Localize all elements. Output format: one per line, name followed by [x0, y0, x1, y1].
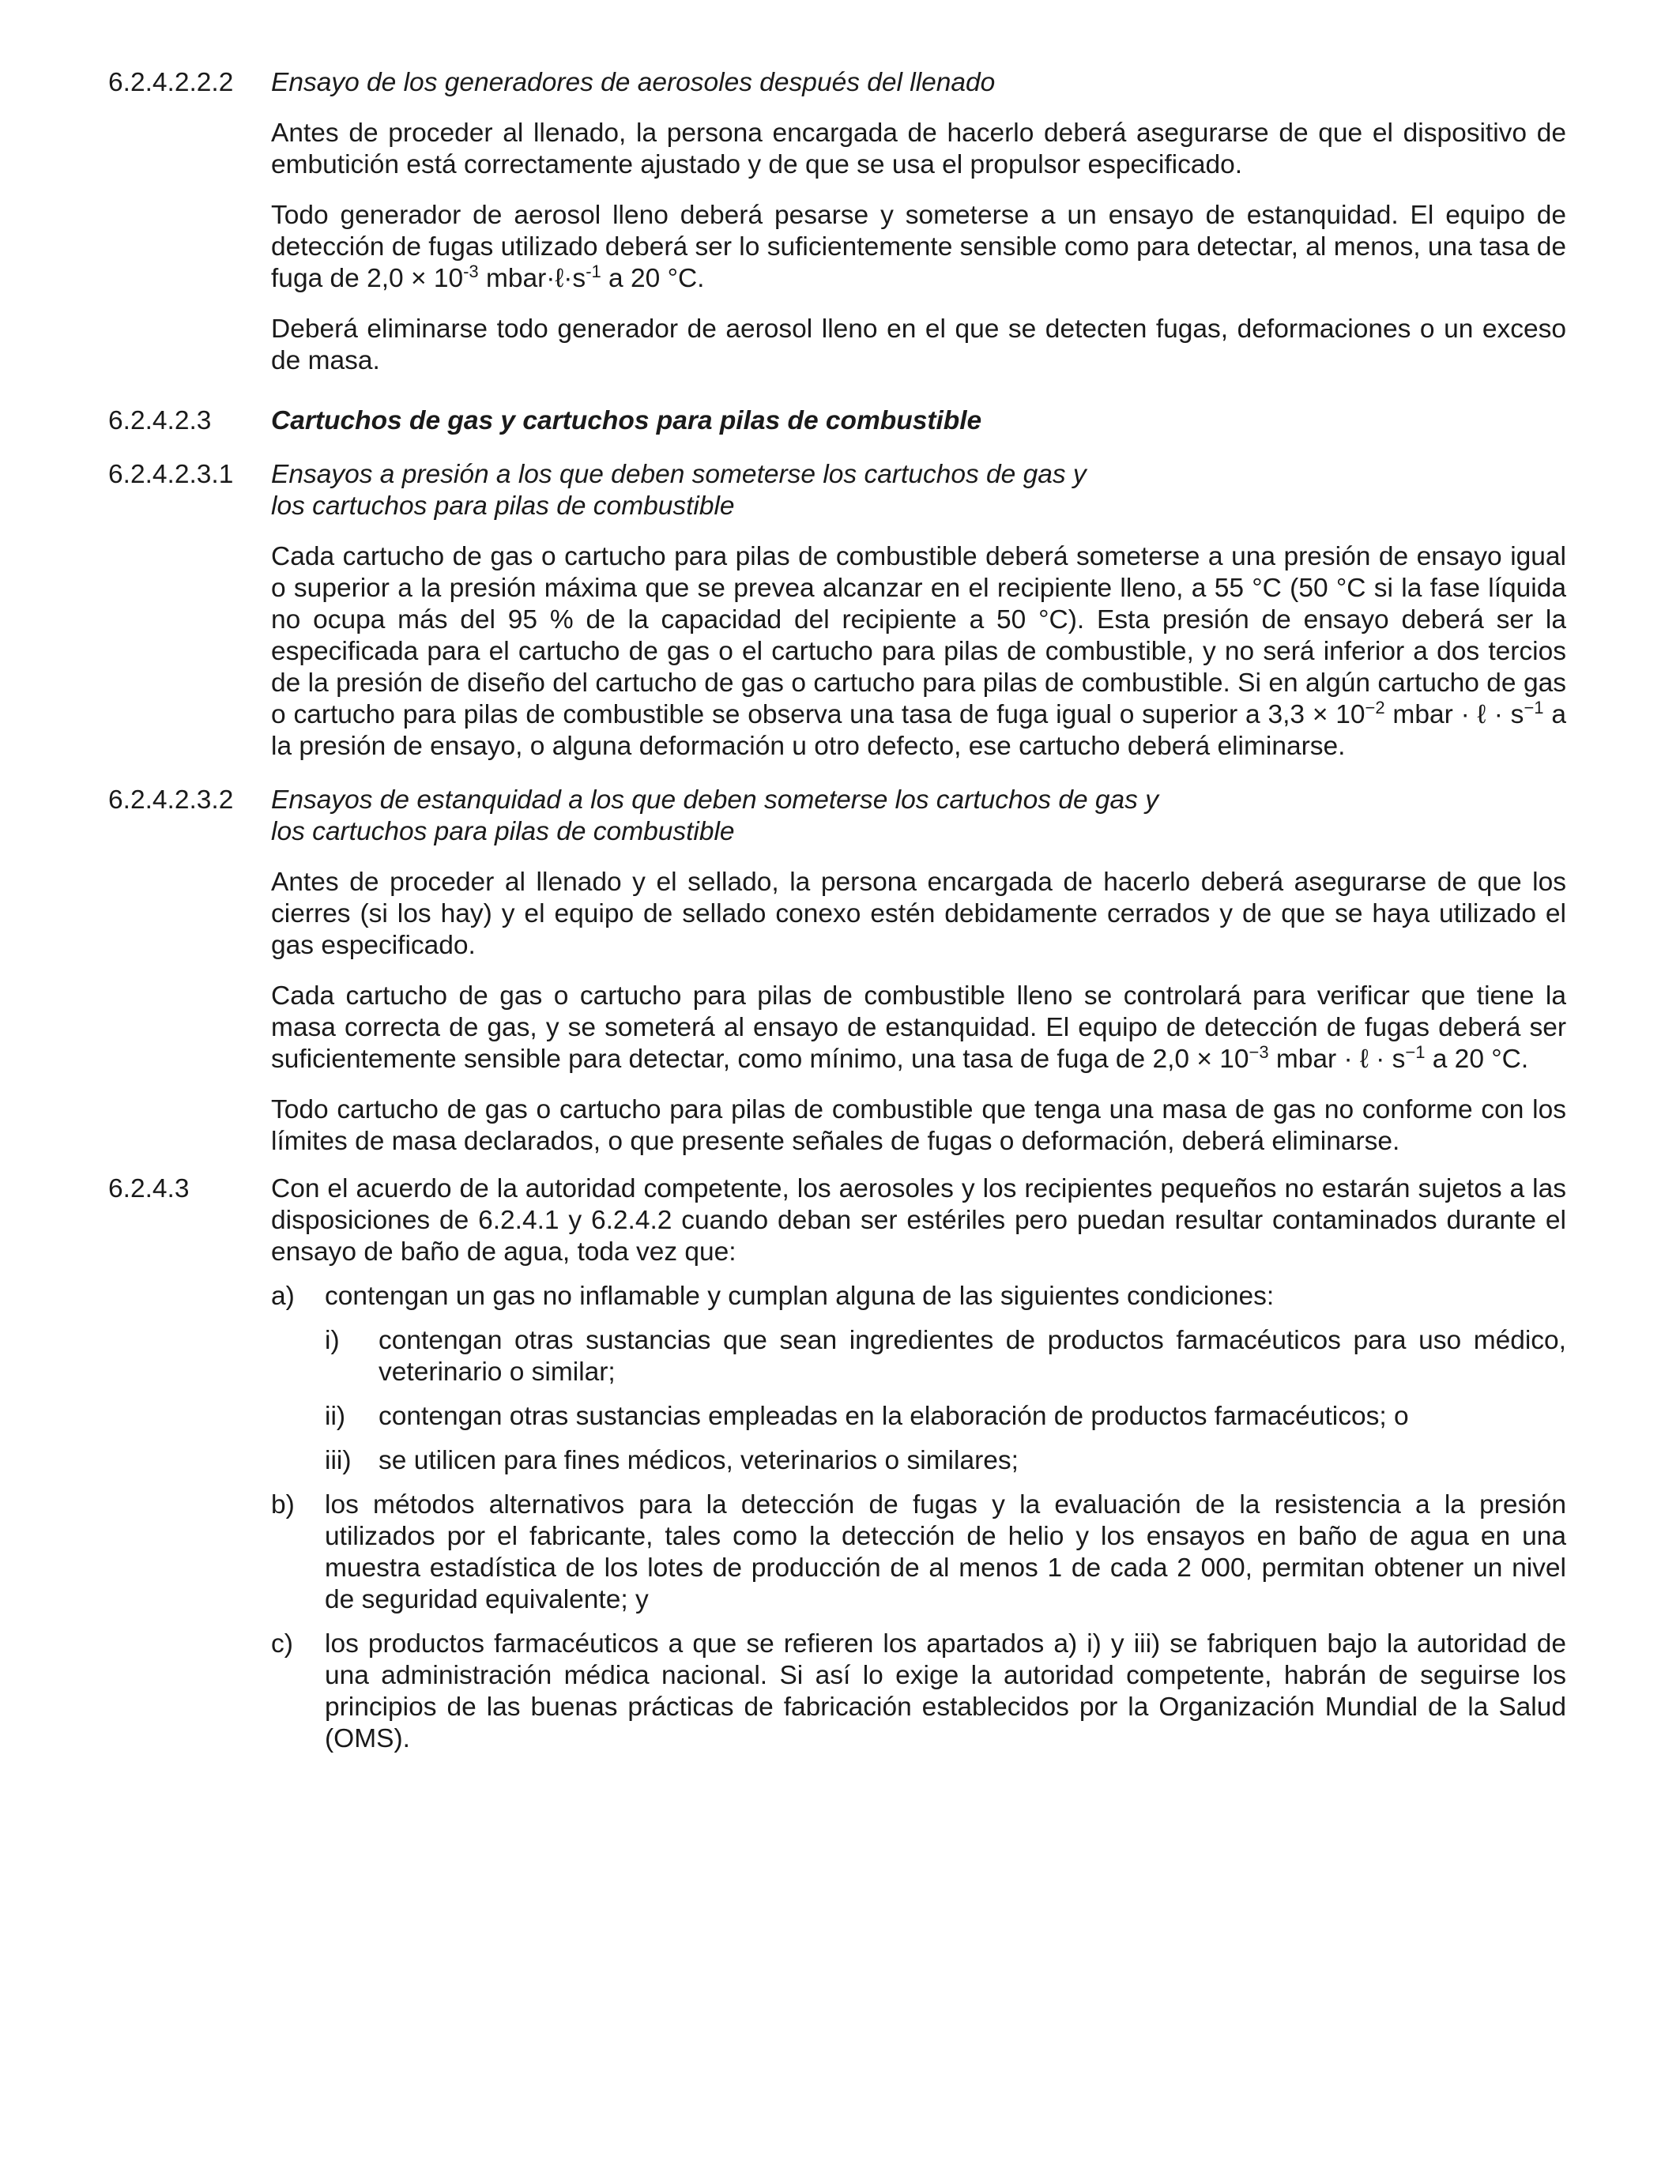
- section-title: Ensayo de los generadores de aerosoles después del llenado: [271, 68, 996, 97]
- section-title-line: los cartuchos para pilas de combustible: [271, 491, 735, 521]
- paragraph: Cada cartucho de gas o cartucho para pilas de combustible deberá someterse a una presión de ensayo igual o superior a la presión máxima que se prevea alcanzar en el recipiente lleno, a 55 °C (50 °C si la fase líquida no ocupa más del 95 % de la capacidad del recipiente a 50 °C). Esta presión de ensayo deberá ser la especificada para el cartucho de gas o el cartucho para pilas de combustible, y no será inferior a dos tercios de la presión de diseño del cartucho de gas o cartucho para pilas de combustible. Si en algún cartucho de gas o cartucho para pilas de combustible se observa una tasa de fuga igual o superior a $3,3 \times 10^{-2}$ mbar · ℓ · $s^{-1}$ a la presión de ensayo, o alguna deformación u otro defecto, ese cartucho deberá eliminarse.: [271, 542, 1566, 761]
- paragraph: Cada cartucho de gas o cartucho para pilas de combustible lleno se controlará para verificar que tiene la masa correcta de gas, y se someterá al ensayo de estanquidad. El equipo de detección de fugas deberá ser suficientemente sensible para detectar, como mínimo, una tasa de fuga de $2,0 \times 10^{-3}$ mbar · ℓ · $s^{-1}$ a 20 °C.: [271, 981, 1566, 1074]
- list-label: ii): [325, 1402, 346, 1431]
- section-title-line: Ensayos de estanquidad a los que deben someterse los cartuchos de gas y: [271, 785, 1158, 815]
- list-item-a: [271, 1281, 1566, 1312]
- paragraph: Antes de proceder al llenado, la persona encargada de hacerlo deberá asegurarse de que el dispositivo de embutición está correctamente ajustado y de que se usa el propulsor especificado.: [271, 119, 1566, 179]
- list-text: los productos farmacéuticos a que se refieren los apartados a) i) y iii) se fabriquen bajo la autoridad de una administración médica nacional. Si así lo exige la autoridad competente, habrán de seguirse los principios de las buenas prácticas de fabricación establecidos por la Organización Mundial de la Salud (OMS).: [325, 1629, 1566, 1753]
- section-6-2-4-2-2-2: [108, 67, 1566, 377]
- section-6-2-4-3: [108, 1173, 1566, 1755]
- list-label: i): [325, 1326, 340, 1355]
- list-item-i: [271, 1325, 1566, 1388]
- paragraph: Con el acuerdo de la autoridad competente, los aerosoles y los recipientes pequeños no estarán sujetos a las disposiciones de 6.2.4.1 y 6.2.4.2 cuando deban ser estériles pero puedan resultar contaminados durante el ensayo de baño de agua, toda vez que:: [271, 1174, 1566, 1267]
- section-title: Cartuchos de gas y cartuchos para pilas de combustible: [271, 406, 982, 435]
- section-title-line: los cartuchos para pilas de combustible: [271, 817, 735, 846]
- list-text: contengan un gas no inflamable y cumplan alguna de las siguientes condiciones:: [325, 1282, 1275, 1311]
- section-number: 6.2.4.3: [108, 1174, 190, 1203]
- list-text: se utilicen para fines médicos, veterinarios o similares;: [379, 1446, 1019, 1475]
- section-6-2-4-2-3: [108, 405, 1566, 437]
- list-text: contengan otras sustancias empleadas en la elaboración de productos farmacéuticos; o: [379, 1402, 1409, 1431]
- list-text: los métodos alternativos para la detección de fugas y la evaluación de la resistencia a la presión utilizados por el fabricante, tales como la detección de helio y los ensayos en baño de agua en una muestra estadística de los lotes de producción de al menos 1 de cada 2 000, permitan obtener un nivel de seguridad equivalente; y: [325, 1490, 1566, 1614]
- list-text: contengan otras sustancias que sean ingredientes de productos farmacéuticos para uso médico, veterinario o similar;: [379, 1326, 1566, 1387]
- list-label: c): [271, 1629, 293, 1659]
- section-title-line: Ensayos a presión a los que deben someterse los cartuchos de gas y: [271, 460, 1087, 489]
- list-label: a): [271, 1282, 295, 1311]
- list-label: iii): [325, 1446, 352, 1475]
- paragraph: Todo cartucho de gas o cartucho para pilas de combustible que tenga una masa de gas no conforme con los límites de masa declarados, o que presente señales de fugas o deformación, deberá eliminarse.: [271, 1095, 1566, 1156]
- list-item-ii: [271, 1401, 1566, 1433]
- paragraph: Deberá eliminarse todo generador de aerosol lleno en el que se detecten fugas, deformaciones o un exceso de masa.: [271, 314, 1566, 375]
- list-item-c: [271, 1629, 1566, 1755]
- section-6-2-4-2-3-1: [108, 459, 1566, 763]
- paragraph: Todo generador de aerosol lleno deberá pesarse y someterse a un ensayo de estanquidad. El equipo de detección de fugas utilizado deberá ser lo suficientemente sensible como para detectar, al menos, una tasa de fuga de $2,0 \times 10^{-3}$ $mbar\cdot\ell\cdot s^{-1}$ a 20 °C.: [271, 201, 1566, 293]
- section-number: 6.2.4.2.3.2: [108, 785, 234, 815]
- section-number: 6.2.4.2.3: [108, 406, 212, 435]
- section-number: 6.2.4.2.3.1: [108, 460, 234, 489]
- list-label: b): [271, 1490, 295, 1519]
- list-item-iii: [271, 1445, 1566, 1477]
- paragraph: Antes de proceder al llenado y el sellado, la persona encargada de hacerlo deberá asegurarse de que los cierres (si los hay) y el equipo de sellado conexo estén debidamente cerrados y de que se haya utilizado el gas especificado.: [271, 868, 1566, 960]
- section-6-2-4-2-3-2: [108, 785, 1566, 1158]
- list-item-b: [271, 1489, 1566, 1616]
- section-number: 6.2.4.2.2.2: [108, 68, 234, 97]
